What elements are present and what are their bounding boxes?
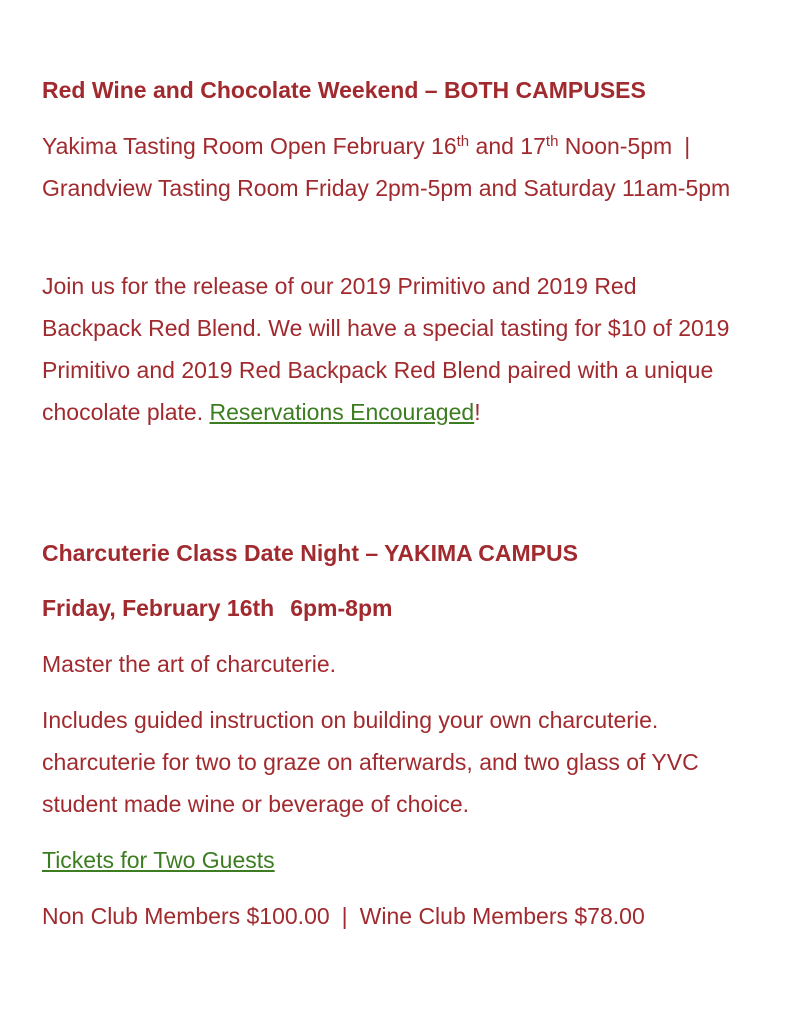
event1-link-suffix: !: [474, 399, 481, 425]
event1-yakima-hours: Yakima Tasting Room Open February 16: [42, 133, 457, 159]
non-club-price: Non Club Members $100.00: [42, 903, 330, 929]
event1-description-paragraph: [42, 265, 742, 433]
event2-pricing: [42, 895, 742, 937]
event1-noon: Noon-5pm: [558, 133, 673, 159]
event2-time: 6pm-8pm: [290, 595, 393, 621]
event2-tagline: Master the art of charcuterie.: [42, 651, 337, 677]
club-price: Wine Club Members $78.00: [359, 903, 645, 929]
reservations-link[interactable]: Reservations Encouraged: [209, 399, 475, 425]
tickets-link[interactable]: Tickets for Two Guests: [42, 847, 275, 873]
event1-sup2: th: [545, 133, 559, 150]
event1-hours: [42, 125, 742, 209]
event2-title: Charcuterie Class Date Night – YAKIMA CAMPUS: [42, 540, 578, 566]
event2-description: Includes guided instruction on building your own charcuterie. charcuterie for two to graze on afterwards, and two glass of YVC student made wine or beverage of choice.: [42, 707, 699, 817]
event1-description: Join us for the release of our 2019 Primitivo and 2019 Red Backpack Red Blend. We will have a special tasting for $10 of 2019 Primitivo and 2019 Red Backpack Red Blend paired with a unique chocolate plate.: [42, 273, 730, 425]
event2-datetime: [42, 593, 742, 623]
event1-grandview-hours: Grandview Tasting Room Friday 2pm-5pm and Saturday 11am-5pm: [42, 175, 731, 201]
event1-title: Red Wine and Chocolate Weekend – BOTH CAMPUSES: [42, 77, 646, 103]
event1-and: and 17: [469, 133, 546, 159]
event2-tickets-paragraph: [42, 839, 742, 881]
event2-date: Friday, February 16th: [42, 595, 275, 621]
pricing-separator: |: [341, 903, 348, 929]
event1-separator: |: [684, 133, 691, 159]
event1-sup1: th: [456, 133, 470, 150]
